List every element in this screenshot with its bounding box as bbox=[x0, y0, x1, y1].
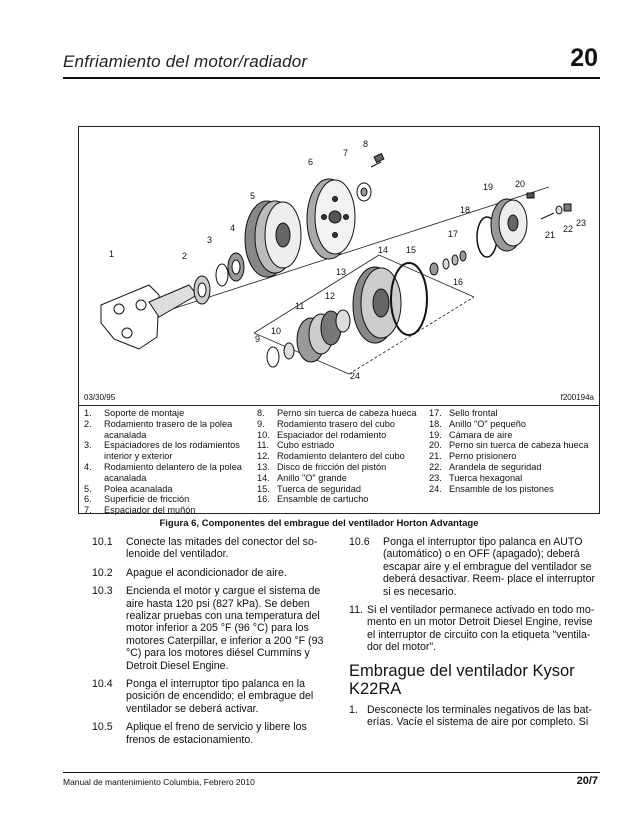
legend-item-number: 17. bbox=[429, 408, 442, 418]
callout-6: 6 bbox=[308, 157, 314, 167]
step-text: Apague el acondicionador de aire. bbox=[126, 566, 287, 579]
legend-item bbox=[257, 494, 427, 505]
step-text: Ponga el interruptor tipo palanca en AUTO (automático) o en OFF (apagado); deberá escapar aire y el embrague del ventilador se deberá desactivar. Reem- place el interruptor si es necesario. bbox=[383, 536, 595, 598]
legend-item-text: Rodamiento trasero del cubo bbox=[277, 418, 395, 429]
legend-item bbox=[84, 505, 256, 516]
legend-item bbox=[429, 484, 597, 495]
legend-item bbox=[84, 408, 256, 419]
callout-18: 18 bbox=[460, 205, 471, 215]
legend-item-number: 18. bbox=[429, 418, 442, 429]
callout-14: 14 bbox=[378, 245, 389, 255]
legend-item bbox=[257, 440, 427, 451]
legend-item bbox=[257, 462, 427, 473]
hub-assembly bbox=[267, 310, 350, 367]
footer-page: 20/7 bbox=[576, 775, 598, 787]
callout-22: 22 bbox=[563, 224, 574, 234]
legend-item bbox=[429, 451, 597, 462]
step-text: Si el ventilador permanece activado en todo mo- mento en un motor Detroit Diesel Engine, revise el interruptor de circuito con la etiqueta "ventila- dor del motor". bbox=[367, 604, 595, 654]
step-text: Aplique el freno de servicio y libere los frenos de estacionamiento. bbox=[126, 721, 307, 746]
header-rule bbox=[63, 77, 600, 79]
step-text: Ponga el interruptor tipo palanca en la posición de encendido; el embrague del ventilador se deberá activar. bbox=[126, 678, 314, 715]
callout-12: 12 bbox=[325, 291, 336, 301]
legend-item-text: Ensamble de cartucho bbox=[277, 494, 369, 505]
page-header-title: Enfriamiento del motor/radiador bbox=[63, 52, 308, 71]
kysor-step bbox=[349, 704, 601, 729]
legend-item-text: Sello frontal bbox=[449, 408, 498, 418]
legend-item-text: Polea acanalada bbox=[104, 483, 173, 494]
legend-column-3 bbox=[429, 408, 597, 494]
step-number: 10.2 bbox=[92, 566, 113, 579]
step-number: 10.6 bbox=[349, 536, 370, 548]
legend-item-text: Anillo "O" grande bbox=[277, 472, 347, 483]
callout-17: 17 bbox=[448, 229, 459, 239]
legend-item bbox=[84, 440, 256, 462]
legend-item-number: 9. bbox=[257, 418, 265, 429]
step-item bbox=[349, 536, 601, 598]
legend-item-number: 14. bbox=[257, 472, 270, 483]
legend-item bbox=[429, 462, 597, 473]
legend-item bbox=[257, 430, 427, 441]
left-column bbox=[92, 536, 328, 752]
legend-item-text: Cubo estriado bbox=[277, 440, 335, 451]
legend-item bbox=[429, 440, 597, 451]
callout-16: 16 bbox=[453, 277, 464, 287]
legend-item bbox=[429, 419, 597, 430]
legend-item bbox=[257, 473, 427, 484]
callout-11: 11 bbox=[295, 301, 305, 311]
callout-7: 7 bbox=[343, 148, 349, 158]
legend-item-number: 3. bbox=[84, 440, 92, 451]
step-item bbox=[92, 678, 328, 715]
legend-item bbox=[84, 462, 256, 484]
step-number: 10.4 bbox=[92, 678, 113, 691]
callout-4: 4 bbox=[230, 223, 236, 233]
legend-item-text: Espaciador del muñón bbox=[104, 505, 196, 516]
legend-item bbox=[257, 484, 427, 495]
footer-rule bbox=[63, 772, 600, 773]
figure-caption: Figura 6, Componentes del embrague del ventilador Horton Advantage bbox=[159, 518, 479, 529]
legend-item-text: Perno sin tuerca de cabeza hueca bbox=[449, 440, 589, 451]
legend-item bbox=[429, 430, 597, 441]
callout-24: 24 bbox=[350, 371, 361, 381]
kysor-step-number: 1. bbox=[349, 703, 358, 716]
figure-date: 03/30/95 bbox=[84, 393, 116, 402]
air-chamber bbox=[491, 199, 527, 251]
callout-13: 13 bbox=[336, 267, 347, 277]
legend-item-text: Arandela de seguridad bbox=[449, 461, 542, 472]
callout-19: 19 bbox=[483, 182, 494, 192]
legend-item bbox=[84, 419, 256, 441]
callout-23: 23 bbox=[576, 218, 587, 228]
legend-column-1 bbox=[84, 408, 256, 516]
right-steps bbox=[349, 536, 601, 654]
legend-item-number: 1. bbox=[84, 408, 92, 418]
legend-item-text: Tuerca de seguridad bbox=[277, 483, 361, 494]
legend-item bbox=[257, 408, 427, 419]
step-number: 11. bbox=[349, 604, 363, 617]
legend-item-text: Tuerca hexagonal bbox=[449, 472, 523, 483]
legend-item-text: Cámara de aire bbox=[449, 429, 513, 440]
legend-item-number: 13. bbox=[257, 461, 270, 472]
legend-item-text: Rodamiento delantero del cubo bbox=[277, 451, 405, 462]
step-text: Conecte las mitades del conector del so- lenoide del ventilador. bbox=[126, 536, 318, 561]
left-steps bbox=[92, 536, 328, 746]
callout-2: 2 bbox=[182, 251, 188, 261]
legend-column-2 bbox=[257, 408, 427, 505]
legend-item-number: 15. bbox=[257, 483, 270, 494]
callout-1: 1 bbox=[109, 249, 115, 259]
callout-20: 20 bbox=[515, 179, 526, 189]
legend-item-number: 2. bbox=[84, 418, 92, 429]
callout-3: 3 bbox=[207, 235, 213, 245]
step-number: 10.5 bbox=[92, 721, 113, 734]
step-item bbox=[92, 536, 328, 561]
exploded-diagram bbox=[79, 127, 599, 403]
callout-15: 15 bbox=[406, 245, 417, 255]
callout-10: 10 bbox=[271, 326, 282, 336]
callout-9: 9 bbox=[255, 334, 261, 344]
legend-item-text: Perno prisionero bbox=[449, 451, 517, 462]
legend-item-number: 21. bbox=[429, 451, 442, 462]
legend-item-text: Espaciadores de los rodamientos interior y exterior bbox=[104, 440, 240, 462]
legend-item bbox=[257, 451, 427, 462]
step-item bbox=[92, 567, 328, 579]
friction-plate bbox=[307, 179, 355, 259]
callout-5: 5 bbox=[250, 191, 256, 201]
legend-item-number: 19. bbox=[429, 429, 442, 440]
figure-box bbox=[78, 126, 600, 514]
legend-item-number: 20. bbox=[429, 440, 442, 451]
step-item bbox=[92, 585, 328, 672]
callout-8: 8 bbox=[363, 139, 369, 149]
right-column bbox=[349, 536, 601, 734]
legend-item bbox=[84, 494, 256, 505]
legend-item-number: 16. bbox=[257, 494, 270, 505]
legend-item-text: Perno sin tuerca de cabeza hueca bbox=[277, 408, 417, 418]
legend-item-text: Espaciador del rodamiento bbox=[277, 429, 387, 440]
legend-item-number: 7. bbox=[84, 505, 92, 516]
section-number: 20 bbox=[570, 44, 598, 72]
legend-item-number: 23. bbox=[429, 472, 442, 483]
legend-item-number: 10. bbox=[257, 429, 270, 440]
legend-item-number: 4. bbox=[84, 461, 92, 472]
legend-item-text: Superficie de fricción bbox=[104, 494, 190, 505]
legend-item-text: Disco de fricción del pistón bbox=[277, 461, 387, 472]
legend-item-text: Ensamble de los pistones bbox=[449, 483, 554, 494]
step-number: 10.3 bbox=[92, 585, 113, 598]
kysor-step-text: Desconecte los terminales negativos de las bat- erías. Vacíe el sistema de aire por completo. Si bbox=[367, 703, 592, 729]
legend-item bbox=[429, 408, 597, 419]
callout-21: 21 bbox=[545, 230, 556, 240]
step-item bbox=[349, 604, 601, 654]
legend-item-number: 11. bbox=[257, 440, 270, 451]
legend-item-number: 8. bbox=[257, 408, 265, 418]
figure-separator bbox=[79, 405, 599, 406]
legend-item bbox=[429, 473, 597, 484]
legend-item-number: 5. bbox=[84, 483, 92, 494]
footer-left: Manual de mantenimiento Columbia, Febrero 2010 bbox=[63, 777, 255, 787]
step-text: Encienda el motor y cargue el sistema de aire hasta 120 psi (827 kPa). Se deben realizar pruebas con una temperatura del motor inferior a 205 °F (96 °C) para los motores Caterpillar, e inferior a 200 °F (93 °C) para los motores diésel Cummins y Detroit Diesel Engine. bbox=[126, 585, 324, 672]
legend-item bbox=[84, 484, 256, 495]
step-item bbox=[92, 721, 328, 746]
legend-item-text: Rodamiento delantero de la polea acanalada bbox=[104, 461, 242, 483]
legend-item-number: 24. bbox=[429, 483, 442, 494]
section-heading: Embrague del ventilador Kysor K22RA bbox=[349, 661, 575, 698]
legend-item-number: 12. bbox=[257, 451, 270, 462]
figure-code: f200194a bbox=[560, 393, 594, 402]
legend-item-text: Soporte de montaje bbox=[104, 408, 185, 418]
callout-labels bbox=[109, 139, 586, 381]
legend-item bbox=[257, 419, 427, 430]
legend-item-number: 6. bbox=[84, 494, 92, 505]
step-number: 10.1 bbox=[92, 536, 113, 548]
legend-item-number: 22. bbox=[429, 461, 442, 472]
legend-item-text: Anillo "O" pequeño bbox=[449, 418, 527, 429]
sheave bbox=[245, 201, 301, 277]
legend-item-text: Rodamiento trasero de la polea acanalada bbox=[104, 418, 233, 440]
mounting-bracket bbox=[101, 285, 197, 349]
